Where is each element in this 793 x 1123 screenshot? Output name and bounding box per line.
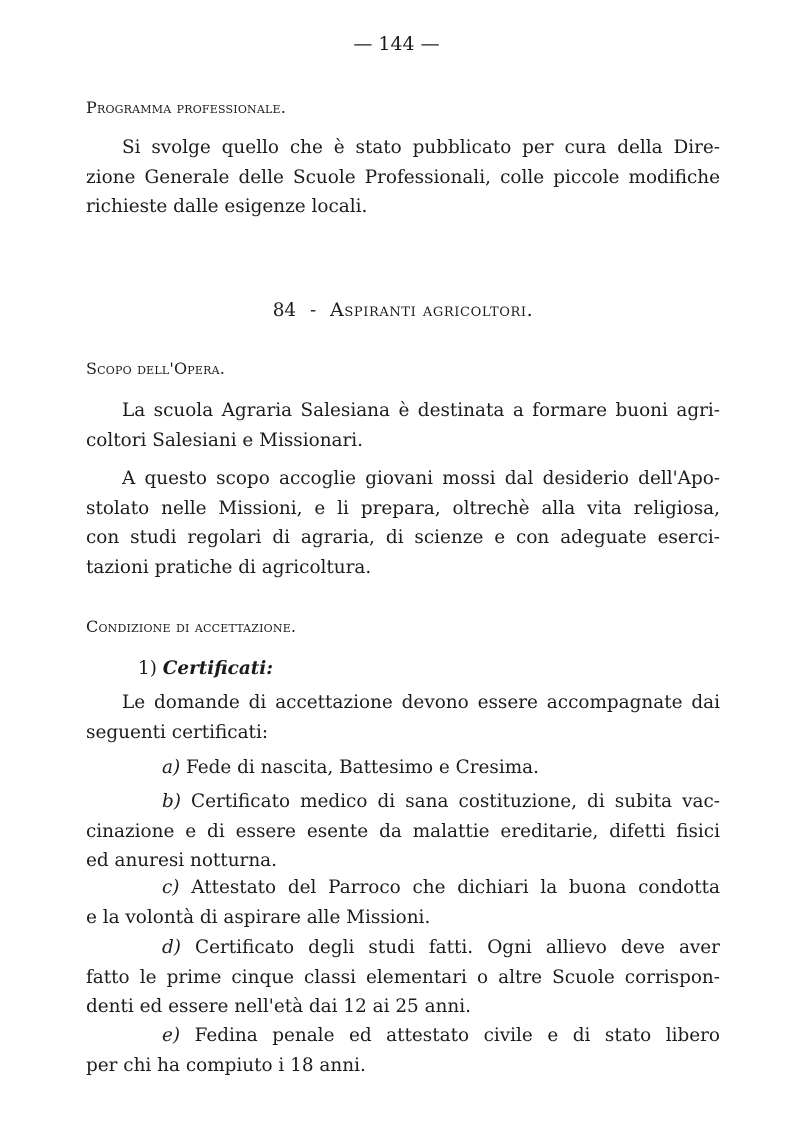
text-line: con studi regolari di agraria, di scienze e con adeguate eserci- (86, 527, 720, 548)
text-line: tazioni pratiche di agricoltura. (86, 556, 372, 578)
item-marker: b) (162, 791, 181, 812)
text-line: Fede di nascita, Battesimo e Cresima. (186, 757, 539, 778)
section-separator: - (309, 300, 317, 321)
certificati-intro (86, 688, 720, 747)
certificati-title (86, 654, 720, 684)
text-line: Si svolge quello che è stato pubblicato per cura della Dire- (122, 137, 720, 158)
text-line: richieste dalle esigenze locali. (86, 196, 368, 217)
scopo-paragraph-1 (86, 396, 720, 455)
list-item-d (86, 933, 720, 1022)
text-line: Attestato del Parroco che dichiari la buona condotta (191, 877, 720, 898)
text-line: Le domande di accettazione devono essere accompagnate dai (122, 692, 720, 713)
list-item-e (86, 1021, 720, 1080)
text-line: e la volontà di aspirare alle Missioni. (86, 906, 431, 928)
text-line: denti ed essere nell'età dai 12 ai 25 anni. (86, 996, 471, 1017)
list-item-c (86, 873, 720, 932)
scopo-heading-block (86, 354, 720, 384)
condizioni-heading-block (86, 612, 720, 642)
text-line: stolato nelle Missioni, e li prepara, oltrechè alla vita religiosa, (86, 497, 720, 519)
section-title (86, 296, 720, 326)
programma-paragraph (86, 133, 720, 222)
text-line: Certificato medico di sana costituzione, di subita vac- (191, 791, 720, 812)
text-line: cinazione e di essere esente da malattie ereditarie, difetti fisici (86, 820, 720, 842)
item-marker: d) (162, 937, 181, 958)
item-marker: a) (162, 757, 181, 778)
text-line: seguenti certificati: (86, 721, 269, 743)
text-line: Fedina penale ed attestato civile e di stato libero (194, 1025, 720, 1046)
scopo-paragraph-2 (86, 464, 720, 582)
certificati-label: Certificati: (162, 658, 274, 679)
text-line: zione Generale delle Scuole Professionali, colle piccole modifiche (86, 166, 720, 188)
page-number: — 144 — (353, 33, 440, 55)
item-marker: 1) (138, 658, 157, 679)
list-item-a (86, 753, 720, 783)
text-line: fatto le prime cinque classi elementari o altre Scuole corrispon- (86, 966, 720, 988)
section-number: 84 (272, 300, 297, 321)
text-line: ed anuresi notturna. (86, 850, 277, 871)
condizioni-heading: Condizione di accettazione. (86, 617, 297, 636)
text-line: A questo scopo accoglie giovani mossi dal desiderio dell'Apo- (122, 468, 720, 489)
programma-section (86, 93, 720, 123)
scopo-heading: Scopo dell'Opera. (86, 359, 226, 378)
list-item-b (86, 787, 720, 876)
text-line: Certificato degli studi fatti. Ogni allievo deve aver (195, 937, 720, 958)
section-title-text: Aspiranti agricoltori. (330, 299, 534, 321)
text-line: coltori Salesiani e Missionari. (86, 429, 364, 451)
item-marker: e) (162, 1025, 181, 1046)
text-line: La scuola Agraria Salesiana è destinata a formare buoni agri- (122, 400, 720, 421)
text-line: per chi ha compiuto i 18 anni. (86, 1054, 366, 1076)
programma-heading: Programma professionale. (86, 98, 287, 117)
item-marker: c) (162, 877, 180, 898)
